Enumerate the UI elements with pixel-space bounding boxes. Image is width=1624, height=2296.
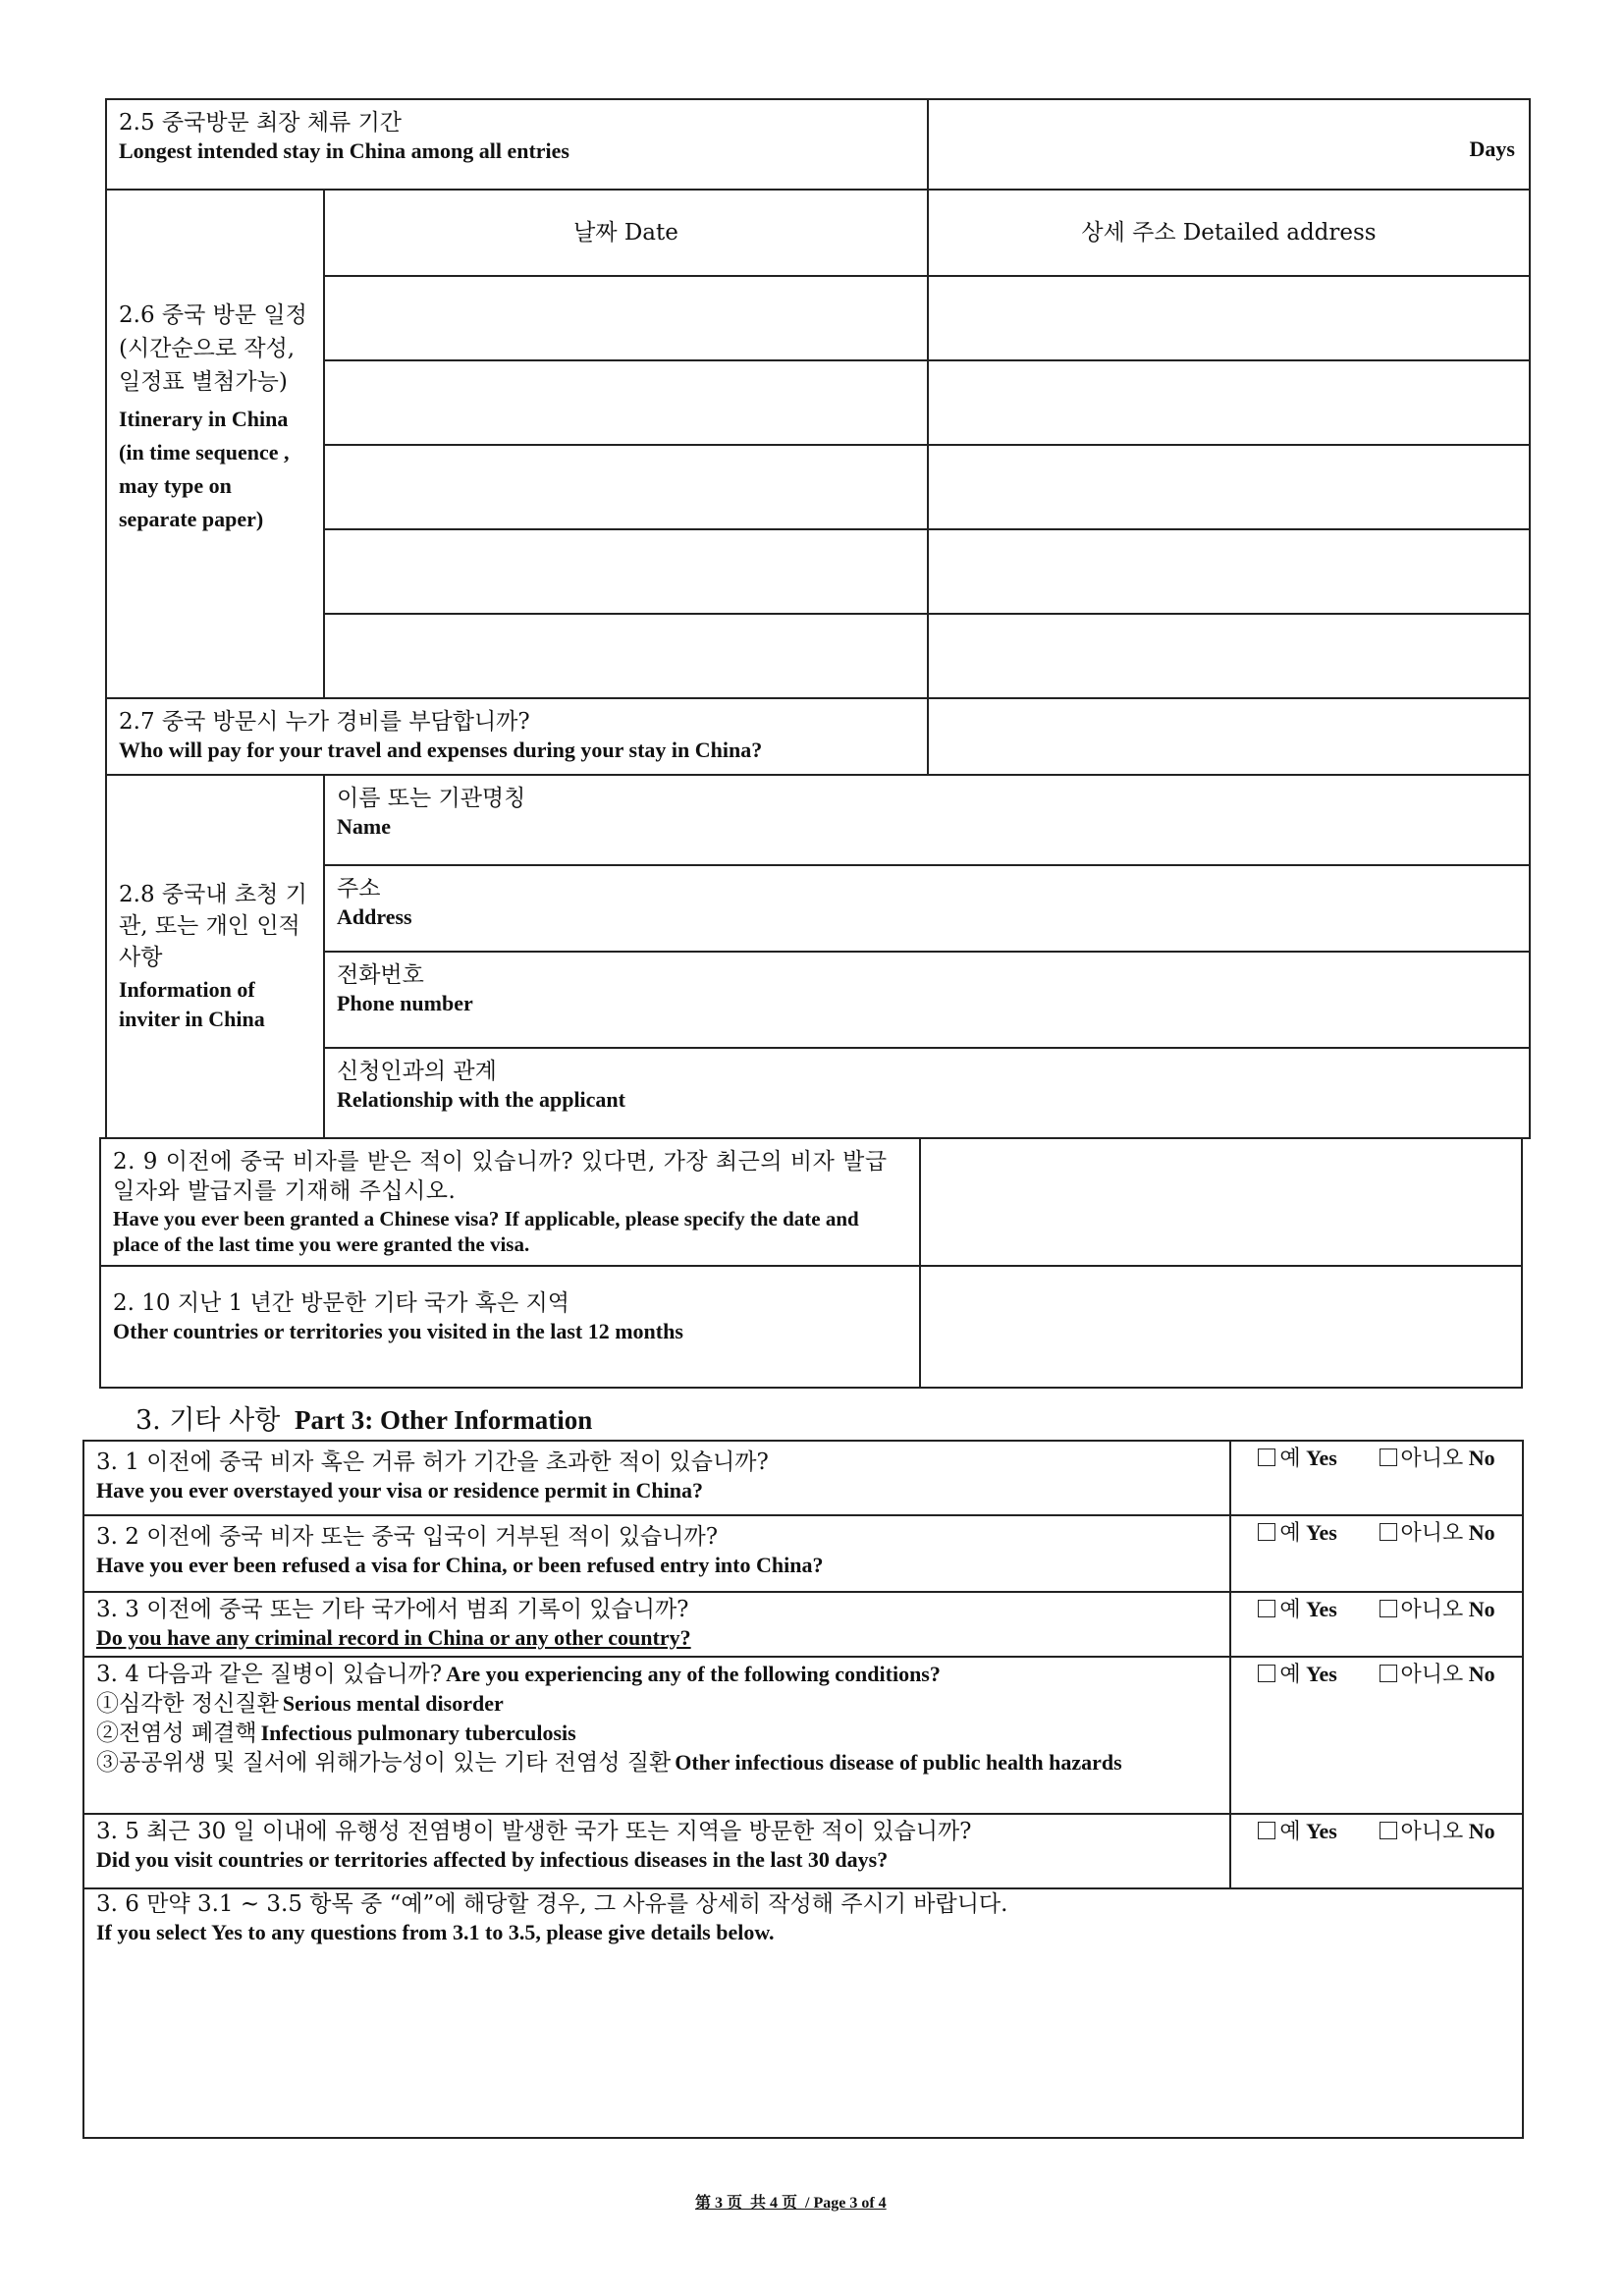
page-number: 第 3 页 共 4 页 / Page 3 of 4 <box>695 2195 887 2212</box>
checkbox-icon[interactable] <box>1380 1523 1397 1541</box>
q3-5-options <box>1230 1814 1523 1888</box>
q3-2-no-option[interactable] <box>1380 1516 1495 1547</box>
itinerary-col-address <box>928 190 1530 276</box>
itinerary-col-date-label: 날짜 Date <box>573 220 678 246</box>
inviter-relationship-label-en: Relationship with the applicant <box>337 1087 625 1112</box>
q3-2-options <box>1230 1515 1523 1592</box>
yes-label-en: Yes <box>1306 1520 1337 1545</box>
no-label-ko: 아니오 <box>1400 1447 1464 1471</box>
itinerary-date-cell[interactable] <box>324 614 928 698</box>
q3-2-label-ko: 3. 2 이전에 중국 비자 또는 중국 입국이 거부된 적이 있습니까? <box>96 1524 719 1550</box>
inviter-address-field[interactable] <box>324 865 1530 952</box>
q3-3-yes-option[interactable] <box>1258 1593 1337 1623</box>
q3-1-no-option[interactable] <box>1380 1442 1495 1472</box>
q2-9-label <box>100 1138 920 1266</box>
q3-4-item2 <box>96 1719 1218 1748</box>
q3-4-item3-en: Other infectious disease of public health hazards <box>675 1750 1122 1775</box>
section3-table <box>82 1440 1524 2139</box>
q2-9-label-ko: 2. 9 이전에 중국 비자를 받은 적이 있습니까? 있다면, 가장 최근의 비자 발급일자와 발급지를 기재해 주십시오. <box>113 1149 888 1204</box>
q2-5-label-ko: 2.5 중국방문 최장 체류 기간 <box>119 110 403 136</box>
itinerary-col-date <box>324 190 928 276</box>
itinerary-address-cell[interactable] <box>928 445 1530 529</box>
no-label-en: No <box>1468 1520 1495 1545</box>
q2-5-label-en: Longest intended stay in China among all entries <box>119 138 569 163</box>
checkbox-icon[interactable] <box>1380 1449 1397 1466</box>
q3-4-label-en: Are you experiencing any of the following conditions? <box>446 1662 941 1686</box>
no-label-en: No <box>1468 1446 1495 1470</box>
yes-label-ko: 예 <box>1279 1820 1301 1844</box>
q2-5-days-unit: Days <box>1469 137 1515 161</box>
no-label-ko: 아니오 <box>1400 1663 1464 1687</box>
q3-1-label-ko: 3. 1 이전에 중국 비자 혹은 거류 허가 기간을 초과한 적이 있습니까? <box>96 1449 769 1475</box>
inviter-address-label-ko: 주소 <box>337 876 381 902</box>
q3-2-label-en: Have you ever been refused a visa for China, or been refused entry into China? <box>96 1553 824 1577</box>
no-label-en: No <box>1468 1597 1495 1621</box>
itinerary-address-cell[interactable] <box>928 529 1530 614</box>
inviter-name-field[interactable] <box>324 775 1530 865</box>
q2-7-label-ko: 2.7 중국 방문시 누가 경비를 부담합니까? <box>119 709 530 735</box>
yes-label-ko: 예 <box>1279 1521 1301 1546</box>
q2-5-answer-cell[interactable] <box>928 99 1530 190</box>
q2-7-answer-cell[interactable] <box>928 698 1530 775</box>
q3-5-yes-option[interactable] <box>1258 1815 1337 1845</box>
q2-8-label-en: Information of inviter in China <box>119 977 265 1031</box>
inviter-name-label-ko: 이름 또는 기관명칭 <box>337 786 526 811</box>
q3-6-details-field[interactable] <box>83 1888 1523 2138</box>
yes-label-en: Yes <box>1306 1597 1337 1621</box>
checkbox-icon[interactable] <box>1258 1665 1275 1682</box>
section3-title-ko: 3. 기타 사항 <box>135 1405 281 1436</box>
q3-2-label <box>83 1515 1230 1592</box>
q3-3-no-option[interactable] <box>1380 1593 1495 1623</box>
q3-5-label <box>83 1814 1230 1888</box>
yes-label-en: Yes <box>1306 1446 1337 1470</box>
itinerary-date-cell[interactable] <box>324 529 928 614</box>
q3-4-item2-en: Infectious pulmonary tuberculosis <box>260 1721 576 1745</box>
q2-8-label <box>106 775 324 1138</box>
q3-3-label-en: Do you have any criminal record in China or any other country? <box>96 1625 691 1650</box>
q3-3-options <box>1230 1592 1523 1657</box>
q3-3-label <box>83 1592 1230 1657</box>
q2-6-label <box>106 190 324 698</box>
yes-label-ko: 예 <box>1279 1663 1301 1687</box>
q3-3-label-ko: 3. 3 이전에 중국 또는 기타 국가에서 범죄 기록이 있습니까? <box>96 1597 689 1622</box>
q3-5-label-ko: 3. 5 최근 30 일 이내에 유행성 전염병이 발생한 국가 또는 지역을 방문한 적이 있습니까? <box>96 1819 972 1844</box>
q3-4-item1 <box>96 1689 1218 1719</box>
yes-label-ko: 예 <box>1279 1598 1301 1622</box>
inviter-relationship-field[interactable] <box>324 1048 1530 1138</box>
q2-10-answer-cell[interactable] <box>920 1266 1522 1388</box>
no-label-ko: 아니오 <box>1400 1598 1464 1622</box>
checkbox-icon[interactable] <box>1380 1600 1397 1617</box>
q3-1-options <box>1230 1441 1523 1515</box>
q3-5-no-option[interactable] <box>1380 1815 1495 1845</box>
q3-4-yes-option[interactable] <box>1258 1658 1337 1688</box>
no-label-en: No <box>1468 1819 1495 1843</box>
checkbox-icon[interactable] <box>1258 1600 1275 1617</box>
q3-4-options <box>1230 1657 1523 1814</box>
q2-9-label-en: Have you ever been granted a Chinese visa? If applicable, please specify the date and place of the last time you were granted the visa. <box>113 1207 859 1256</box>
q3-4-line1 <box>96 1660 1218 1689</box>
q3-4-item2-ko: ②전염성 폐결핵 <box>96 1721 257 1746</box>
q2-6-label-en: Itinerary in China (in time sequence , may type on separate paper) <box>119 407 290 531</box>
q3-2-yes-option[interactable] <box>1258 1516 1337 1547</box>
checkbox-icon[interactable] <box>1258 1449 1275 1466</box>
inviter-relationship-label-ko: 신청인과의 관계 <box>337 1059 497 1084</box>
q3-4-item3 <box>96 1748 1218 1779</box>
q3-6-label-ko: 3. 6 만약 3.1 ~ 3.5 항목 중 “예”에 해당할 경우, 그 사유를 상세히 작성해 주시기 바랍니다. <box>96 1891 1008 1917</box>
section3-title-en: Part 3: Other Information <box>295 1405 593 1435</box>
q3-4-item3-ko: ③공공위생 및 질서에 위해가능성이 있는 기타 전염성 질환 <box>96 1750 672 1776</box>
inviter-phone-label-ko: 전화번호 <box>337 962 424 988</box>
q2-6-label-ko: 2.6 중국 방문 일정 (시간순으로 작성, 일정표 별첨가능) <box>119 302 307 395</box>
yes-label-en: Yes <box>1306 1819 1337 1843</box>
q2-10-label-en: Other countries or territories you visited in the last 12 months <box>113 1319 683 1343</box>
inviter-phone-field[interactable] <box>324 952 1530 1048</box>
itinerary-address-cell[interactable] <box>928 360 1530 445</box>
q3-4-no-option[interactable] <box>1380 1658 1495 1688</box>
q3-1-label-en: Have you ever overstayed your visa or residence permit in China? <box>96 1478 703 1503</box>
no-label-ko: 아니오 <box>1400 1820 1464 1844</box>
q3-4-item1-en: Serious mental disorder <box>282 1691 504 1716</box>
checkbox-icon[interactable] <box>1380 1822 1397 1839</box>
q2-5-label <box>106 99 928 190</box>
q3-1-label <box>83 1441 1230 1515</box>
q3-6-label-en: If you select Yes to any questions from 3.1 to 3.5, please give details below. <box>96 1920 775 1944</box>
q2-10-label <box>100 1266 920 1388</box>
q3-4-label <box>83 1657 1230 1814</box>
checkbox-icon[interactable] <box>1380 1665 1397 1682</box>
q3-4-item1-ko: ①심각한 정신질환 <box>96 1691 279 1717</box>
inviter-address-label-en: Address <box>337 904 412 929</box>
itinerary-date-cell[interactable] <box>324 445 928 529</box>
checkbox-icon[interactable] <box>1258 1523 1275 1541</box>
yes-label-ko: 예 <box>1279 1447 1301 1471</box>
q2-7-label-en: Who will pay for your travel and expenses during your stay in China? <box>119 738 763 762</box>
q3-4-label-ko: 3. 4 다음과 같은 질병이 있습니까? <box>96 1662 443 1687</box>
q2-10-label-ko: 2. 10 지난 1 년간 방문한 기타 국가 혹은 지역 <box>113 1290 569 1316</box>
itinerary-address-cell[interactable] <box>928 614 1530 698</box>
q2-7-label <box>106 698 928 775</box>
q2-9-answer-cell[interactable] <box>920 1138 1522 1266</box>
inviter-name-label-en: Name <box>337 814 391 839</box>
section2b-table <box>99 1137 1523 1389</box>
q3-1-yes-option[interactable] <box>1258 1442 1337 1472</box>
q3-5-label-en: Did you visit countries or territories affected by infectious diseases in the last 30 days? <box>96 1847 889 1872</box>
itinerary-address-cell[interactable] <box>928 276 1530 360</box>
section2-table <box>105 98 1531 1139</box>
no-label-en: No <box>1468 1662 1495 1686</box>
itinerary-date-cell[interactable] <box>324 360 928 445</box>
section3-title <box>135 1398 592 1437</box>
checkbox-icon[interactable] <box>1258 1822 1275 1839</box>
no-label-ko: 아니오 <box>1400 1521 1464 1546</box>
itinerary-col-address-label: 상세 주소 Detailed address <box>1081 220 1377 246</box>
yes-label-en: Yes <box>1306 1662 1337 1686</box>
inviter-phone-label-en: Phone number <box>337 991 473 1015</box>
itinerary-date-cell[interactable] <box>324 276 928 360</box>
q2-8-label-ko: 2.8 중국내 초청 기관, 또는 개인 인적 사항 <box>119 882 307 970</box>
